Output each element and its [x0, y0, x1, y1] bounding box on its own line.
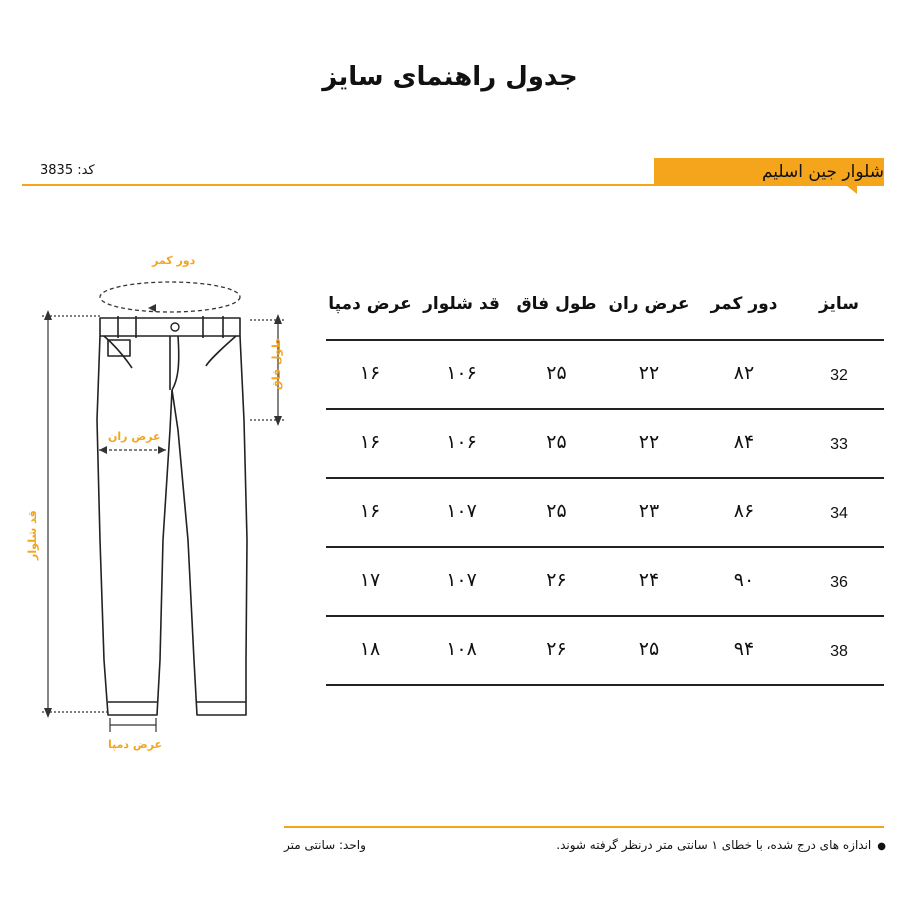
rise-label: طول فاق [270, 338, 283, 390]
size-cell: 33 [830, 436, 848, 453]
thigh-cell: ۲۴ [638, 569, 660, 591]
hem-cell: ۱۷ [359, 569, 381, 591]
length-cell: ۱۰۸ [446, 638, 477, 660]
hem-cell: ۱۸ [359, 638, 381, 660]
waist-cell: ۹۴ [733, 638, 755, 660]
rise-cell: ۲۵ [546, 362, 567, 384]
size-cell: 38 [830, 643, 848, 660]
header-waist: دور کمر [710, 294, 778, 314]
thigh-cell: ۲۲ [638, 362, 660, 384]
pants-outline [97, 316, 247, 715]
rise-cell: ۲۵ [546, 500, 567, 522]
header-thigh: عرض ران [608, 294, 690, 314]
length-cell: ۱۰۶ [446, 362, 477, 384]
waist-label: دور کمر [152, 254, 196, 267]
length-cell: ۱۰۷ [446, 569, 477, 591]
hem-label: عرض دمپا [108, 738, 163, 751]
product-code: کد: 3835 [40, 163, 95, 178]
hem-dimension [110, 718, 156, 732]
waist-cell: ۸۶ [733, 500, 755, 522]
product-name-tab [654, 158, 884, 186]
footer-note [556, 838, 886, 852]
header-size: سایز [818, 294, 860, 314]
waist-button [171, 323, 179, 331]
bullet-icon: ● [877, 841, 886, 852]
footer-note-text: اندازه های درج شده، با خطای ۱ سانتی متر درنظر گرفته شوند. [556, 838, 872, 852]
thigh-cell: ۲۵ [638, 638, 660, 660]
hem-cell: ۱۶ [359, 500, 381, 522]
size-cell: 36 [830, 574, 848, 591]
size-cell: 34 [830, 505, 848, 522]
thigh-cell: ۲۲ [638, 431, 660, 453]
page-title: جدول راهنمای سایز [322, 62, 578, 92]
table-row [326, 410, 884, 479]
header-rise: طول فاق [516, 294, 597, 314]
table-row [326, 548, 884, 617]
hem-cell: ۱۶ [359, 362, 381, 384]
length-cell: ۱۰۶ [446, 431, 477, 453]
rise-cell: ۲۵ [546, 431, 567, 453]
jeans-diagram [0, 240, 320, 760]
thigh-label: عرض ران [108, 430, 161, 443]
product-name: شلوار جین اسلیم [761, 162, 884, 182]
waist-cell: ۹۰ [733, 569, 755, 591]
table-header [326, 282, 884, 341]
table-row [326, 341, 884, 410]
table-row [326, 617, 884, 686]
footer-divider [284, 826, 884, 828]
header-length: قد شلوار [423, 294, 500, 314]
hem-cell: ۱۶ [359, 431, 381, 453]
footer-unit: واحد: سانتی متر [284, 838, 366, 852]
rise-cell: ۲۶ [546, 638, 567, 660]
waist-ellipse [100, 282, 240, 312]
header-hem: عرض دمپا [328, 294, 412, 314]
size-cell: 32 [830, 367, 848, 384]
length-label: قد شلوار [26, 510, 39, 560]
tab-notch [847, 186, 857, 194]
table-row [326, 479, 884, 548]
thigh-cell: ۲۳ [638, 500, 660, 522]
size-table [326, 282, 884, 686]
waist-cell: ۸۲ [733, 362, 755, 384]
rise-cell: ۲۶ [546, 569, 567, 591]
header-divider [22, 184, 654, 186]
waist-cell: ۸۴ [733, 431, 755, 453]
length-cell: ۱۰۷ [446, 500, 477, 522]
